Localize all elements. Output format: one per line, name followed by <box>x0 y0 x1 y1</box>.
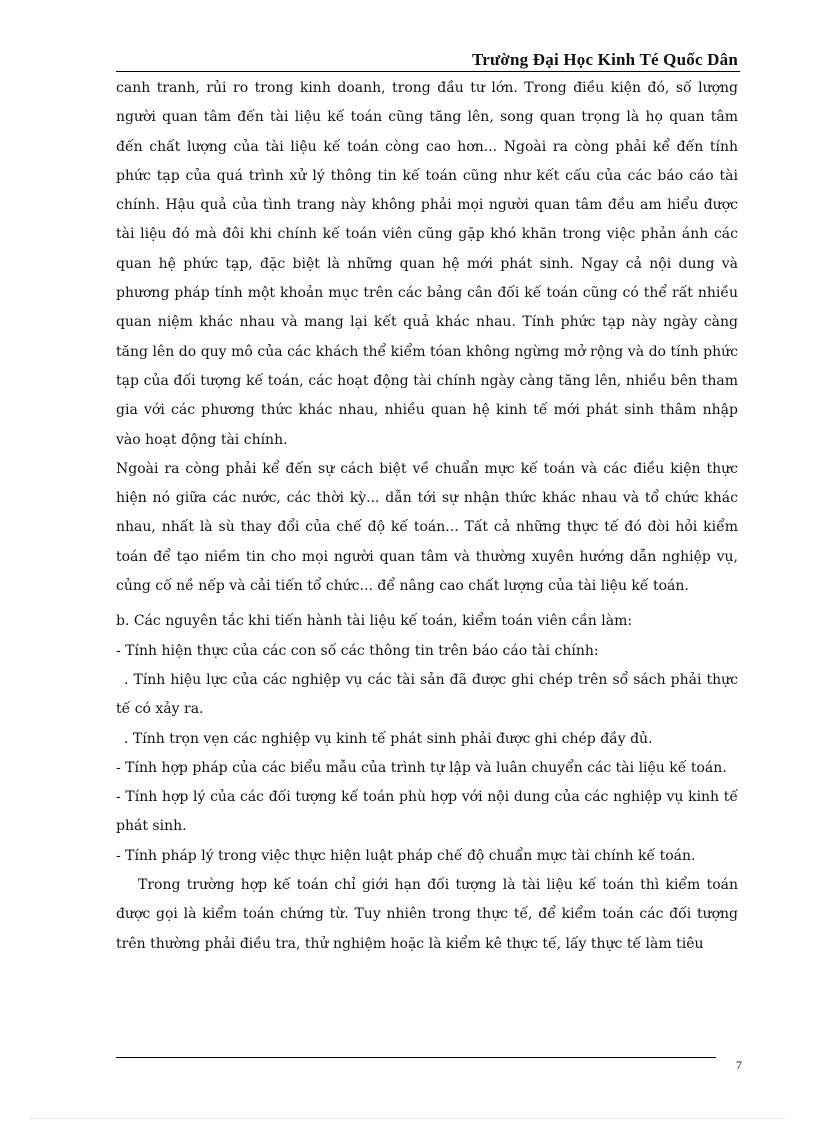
paragraph-intro: canh tranh, rủi ro trong kinh doanh, trong đầu tư lớn. Trong điều kiện đó, số lượng người quan tâm đến tài liệu kế toán cũng tăng lên, song quan trọng là họ quan tâm đến chất lượng của tài liệu kế toán còng cao hơn... Ngoài ra còng phải kể đến tính phức tạp của quá trình xử lý thông tin kế toán cũng như kết cấu của các báo cáo tài chính. Hậu quả của tình trang này không phải mọi người quan tâm đều am hiểu được tài liệu đó mà đôi khi chính kế toán viên cũng gặp khó khăn trong việc phản ánh các quan hệ phức tạp, đặc biệt là những quan hệ mới phát sinh. Ngay cả nội dung và phương pháp tính một khoản mục trên các bảng cân đối kế toán cũng có thể rất nhiều quan niệm khác nhau và mang lại kết quả khác nhau. Tính phức tạp này ngày càng tăng lên do quy mô của các khách thể kiểm tóan không ngừng mở rộng và do tính phức tạp của đối tượng kế toán, các hoạt động tài chính ngày càng tăng lên, nhiều bên tham gia với các phương thức khác nhau, nhiều quan hệ kinh tế mới phát sinh thâm nhập vào hoạt động tài chính. <box>116 80 738 448</box>
header-divider <box>116 71 740 72</box>
document-body <box>116 74 738 959</box>
list-item: - Tính hiện thực của các con số các thông tin trên báo cáo tài chính: <box>116 642 599 659</box>
list-item: - Tính hợp lý của các đối tượng kế toán phù hợp với nội dung của các nghiệp vụ kinh tế phát sinh. <box>116 789 738 835</box>
header-title: Trường Đại Học Kinh Té Quốc Dân <box>471 50 738 69</box>
paragraph-second: Ngoài ra còng phải kể đến sự cách biệt về chuẩn mực kế toán và các điều kiện thực hiện nó giữa các nước, các thời kỳ... dẫn tới sự nhận thức khác nhau và tổ chức khác nhau, nhất là sù thay đổi của chế độ kế toán... Tất cả những thực tế đó đòi hỏi kiểm toán để tạo niềm tin cho mọi người quan tâm và thường xuyên hướng dẫn nghiệp vụ, củng cố nề nếp và cải tiến tổ chức... để nâng cao chất lượng của tài liệu kế toán. <box>116 460 738 595</box>
list-subitem: . Tính hiệu lực của các nghiệp vụ các tài sản đã được ghi chép trên sổ sách phải thực tế có xảy ra. <box>116 671 738 718</box>
list-item: - Tính pháp lý trong việc thực hiện luật pháp chế độ chuẩn mực tài chính kế toán. <box>116 847 696 864</box>
list-subitem: . Tính trọn vẹn các nghiệp vụ kinh tế phát sinh phải được ghi chép đầy đủ. <box>124 730 653 747</box>
paragraph-closing: Trong trường hợp kế toán chỉ giới hạn đối tượng là tài liệu kế toán thì kiểm toán được gọi là kiểm toán chứng từ. Tuy nhiên trong thực tế, để kiểm toán các đối tượng trên thường phải điều tra, thử nghiệm hoặc là kiểm kê thực tế, lấy thực tế làm tiêu <box>116 877 738 952</box>
list-item: - Tính hợp pháp của các biểu mẫu của trình tự lập và luân chuyển các tài liệu kế toán. <box>116 759 727 776</box>
footer-divider <box>116 1057 716 1058</box>
section-b-heading: b. Các nguyên tắc khi tiến hành tài liệu kế toán, kiểm toán viên cần làm: <box>116 613 633 630</box>
page-number: 7 <box>736 1058 742 1072</box>
page-edge-divider <box>30 1118 786 1119</box>
